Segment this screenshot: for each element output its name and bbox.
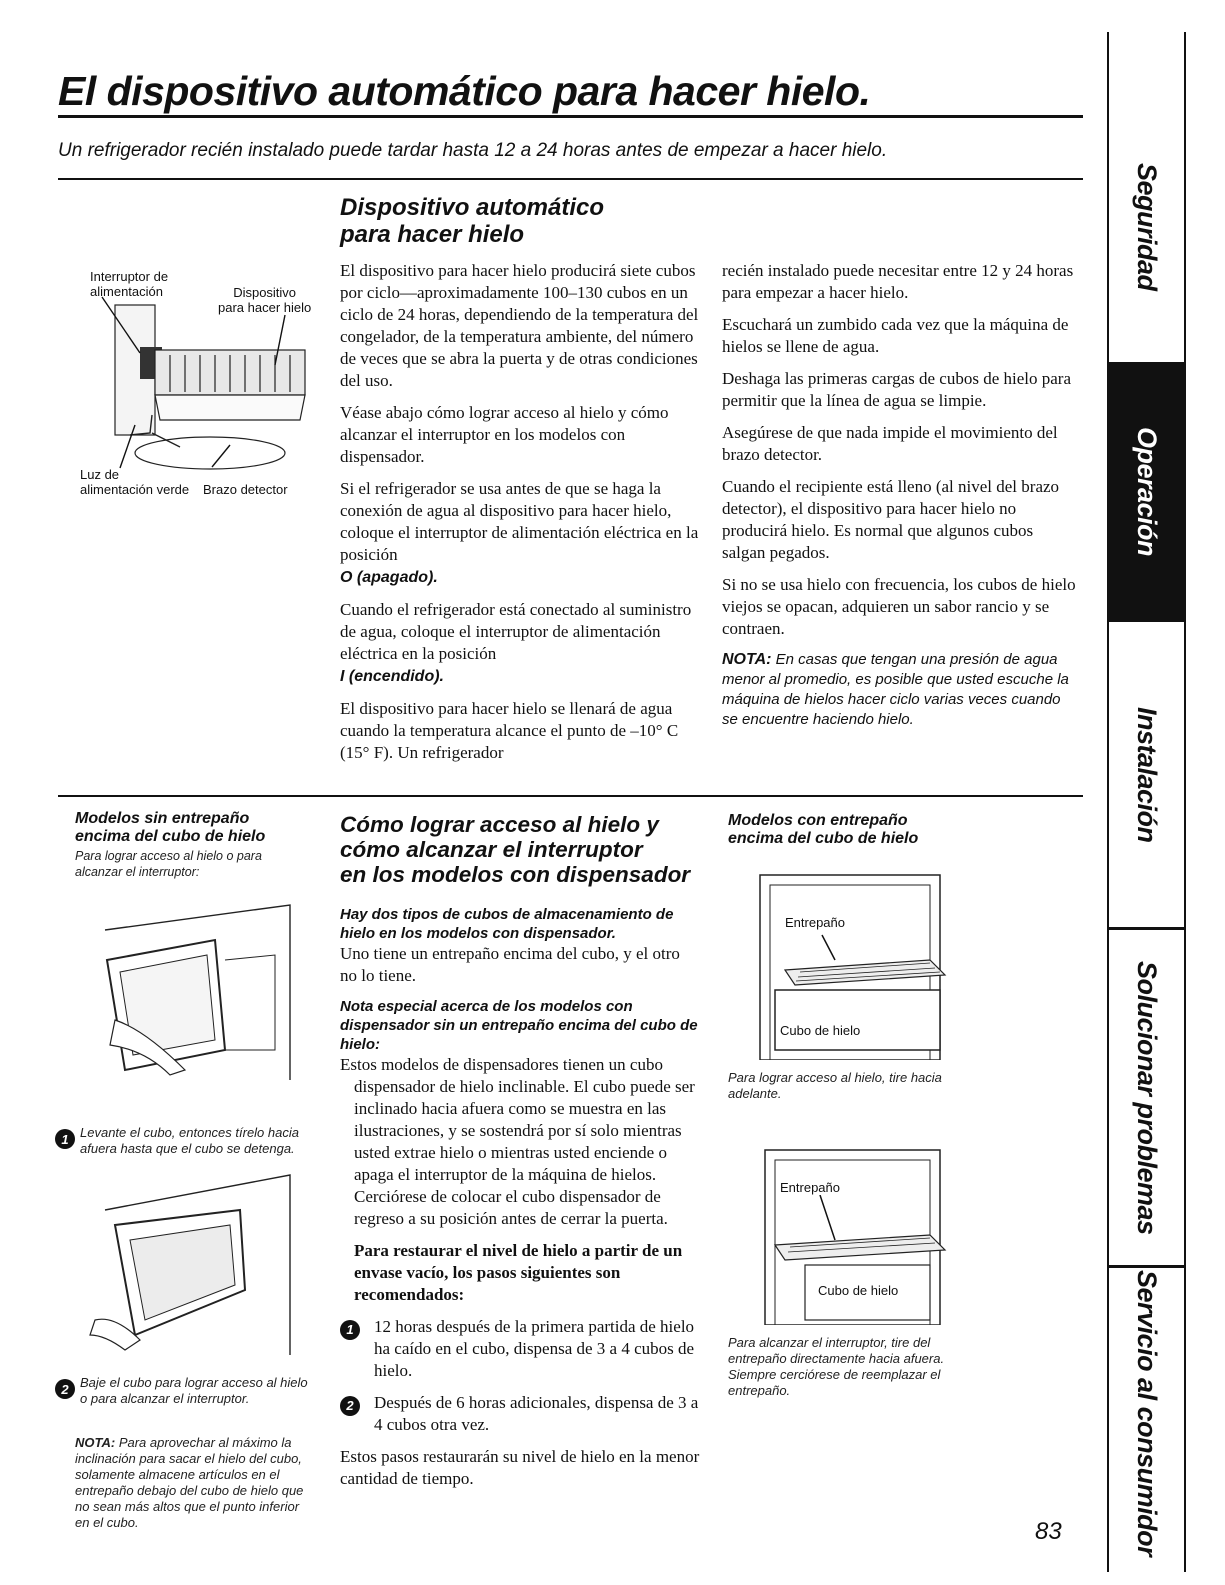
fig1-shelf-label: Entrepaño: [785, 915, 845, 930]
page-number: 83: [1035, 1518, 1062, 1545]
s1-p3: Si el refrigerador se usa antes de que se haga la conexión de agua al dispositivo para hacer hielo, coloque el interruptor de alimentación eléctrica en la posición O (apagado).: [340, 479, 699, 586]
left-column: [75, 810, 305, 880]
mid-step1: 1 12 horas después de la primera partida de hielo ha caído en el cubo, dispensa de 3 a 4 cubos de hielo.: [340, 1316, 700, 1382]
mid-heading: Cómo lograr acceso al hielo y cómo alcanzar el interruptor en los modelos con dispensador: [340, 812, 691, 888]
s1-p5: El dispositivo para hacer hielo se llenará de agua cuando la temperatura alcance el punto de –10° C (15° F). Un refrigerador: [340, 699, 679, 762]
mid-step2: 2 Después de 6 horas adicionales, dispensa de 3 a 4 cubos otra vez.: [340, 1392, 700, 1436]
tab-solucionar-problemas[interactable]: Solucionar problemas: [1132, 960, 1162, 1235]
left-heading: Modelos sin entrepaño encima del cubo de hielo: [75, 810, 266, 845]
bin-lift-illustration: [75, 900, 320, 1105]
left-figure-1: [75, 900, 320, 1105]
tab-instalacion[interactable]: Instalación: [1132, 706, 1162, 843]
section1-col1: [340, 260, 700, 774]
left-step2: [55, 1375, 315, 1407]
page-title: El dispositivo automático para hacer hielo.: [58, 68, 871, 114]
right-cap1: Para lograr acceso al hielo, tire hacia adelante.: [728, 1070, 942, 1101]
title-rule: [58, 115, 1083, 118]
left-intro: Para lograr acceso al hielo o para alcanzar el interruptor:: [75, 848, 262, 879]
s1-c2p2: Escuchará un zumbido cada vez que la máquina de hielos se llene de agua.: [722, 315, 1069, 356]
tab-seguridad[interactable]: Seguridad: [1132, 163, 1162, 291]
s1-nota: NOTA: En casas que tengan una presión de agua menor al promedio, es posible que usted escuche la máquina de hielos hacer ciclo varias veces cuando se encuentre haciendo hielo.: [722, 651, 1069, 728]
step2-badge: 2: [55, 1379, 75, 1399]
mid-p2: Estos modelos de dispensadores tienen un cubo dispensador de hielo inclinable. El cubo puede ser inclinado hacia afuera como se muestra en las ilustraciones, y se sostendrá por sí solo mientras usted extrae hielo o mientras usted enciende o apaga el interruptor de la máquina de hielos. Cerciórese de colocar el cubo dispensador de regreso a su posición antes de cerrar la puerta.: [340, 1055, 695, 1228]
step2-text: Baje el cubo para lograr acceso al hielo o para alcanzar el interruptor.: [80, 1375, 308, 1406]
left-nota: NOTA: Para aprovechar al máximo la inclinación para sacar el hielo del cubo, solamente almacene artículos en el entrepaño debajo del cubo de hielo que no sean más altos que el punto inferior en el cubo.: [75, 1435, 304, 1530]
label-arm: Brazo detector: [203, 482, 288, 497]
s1-c2p4: Asegúrese de que nada impide el movimiento del brazo detector.: [722, 423, 1058, 464]
fig2-bin-label: Cubo de hielo: [818, 1283, 899, 1298]
mid-p3: Estos pasos restaurarán su nivel de hielo en la menor cantidad de tiempo.: [340, 1447, 700, 1488]
mid-sub1: Hay dos tipos de cubos de almacenamiento de hielo en los modelos con dispensador.: [340, 906, 674, 942]
right-figure-1: [730, 860, 960, 1060]
section1-col2: [722, 260, 1077, 740]
section1-heading: Dispositivo automático para hacer hielo: [340, 194, 605, 248]
mid-p1: Uno tiene un entrepaño encima del cubo, y el otro no lo tiene.: [340, 944, 680, 985]
left-figure-2: [75, 1170, 320, 1360]
step1-text: Levante el cubo, entonces tírelo hacia afuera hasta que el cubo se detenga.: [80, 1125, 299, 1156]
tab-operacion[interactable]: Operación: [1109, 362, 1184, 622]
page-subtitle: Un refrigerador recién instalado puede tardar hasta 12 a 24 horas antes de empezar a hacer hielo.: [58, 140, 888, 161]
s1-p1: El dispositivo para hacer hielo producirá siete cubos por ciclo—aproximadamente 100–130 cubos en un ciclo de 24 horas, dependiendo de la temperatura del congelador, de la temperatura ambiente, del número de veces que se abra la puerta y de otras condiciones del uso.: [340, 261, 699, 390]
mid-sub3: Para restaurar el nivel de hielo a partir de un envase vacío, los pasos siguientes son recomendados:: [354, 1241, 683, 1304]
left-step1: [55, 1125, 315, 1157]
section-sidebar: [1107, 32, 1186, 1572]
s1-c2p3: Deshaga las primeras cargas de cubos de hielo para permitir que la línea de agua se limpie.: [722, 369, 1071, 410]
mid-body: [340, 905, 700, 1500]
fig1-bin-label: Cubo de hielo: [780, 1023, 861, 1038]
right-heading: Modelos con entrepaño encima del cubo de hielo: [728, 812, 919, 847]
right-figure-2: [730, 1140, 960, 1325]
fig2-shelf-label: Entrepaño: [780, 1180, 840, 1195]
subtitle-rule: [58, 178, 1083, 180]
tab-servicio-consumidor[interactable]: Servicio al consumidor: [1132, 1269, 1162, 1557]
s1-p2: Véase abajo cómo lograr acceso al hielo y cómo alcanzar el interruptor en los modelos con dispensador.: [340, 403, 669, 466]
s1-c2p6: Si no se usa hielo con frecuencia, los cubos de hielo viejos se opacan, adquieren un sabor rancio y se contraen.: [722, 575, 1076, 638]
icemaker-figure: [60, 255, 320, 497]
s1-c2p5: Cuando el recipiente está lleno (al nivel del brazo detector), el dispositivo para hacer hielo no producirá hielo. Es normal que algunos cubos salgan pegados.: [722, 477, 1060, 562]
bin-lower-illustration: [75, 1170, 320, 1360]
s1-p4: Cuando el refrigerador está conectado al suministro de agua, coloque el interruptor de alimentación eléctrica en la posición I (encendido).: [340, 600, 692, 685]
mid-rule: [58, 795, 1083, 797]
step1-badge: 1: [55, 1129, 75, 1149]
label-device: Dispositivo para hacer hielo: [218, 285, 312, 315]
label-switch: Interruptor de alimentación: [90, 269, 169, 299]
mid-sub2: Nota especial acerca de los modelos con dispensador sin un entrepaño encima del cubo de hielo:: [340, 998, 698, 1053]
label-light: Luz de alimentación verde: [80, 467, 190, 497]
right-cap2: Para alcanzar el interruptor, tire del entrepaño directamente hacia afuera. Siempre cerciórese de reemplazar el entrepaño.: [728, 1335, 945, 1398]
s1-c2p1: recién instalado puede necesitar entre 12 y 24 horas para empezar a hacer hielo.: [722, 261, 1074, 302]
